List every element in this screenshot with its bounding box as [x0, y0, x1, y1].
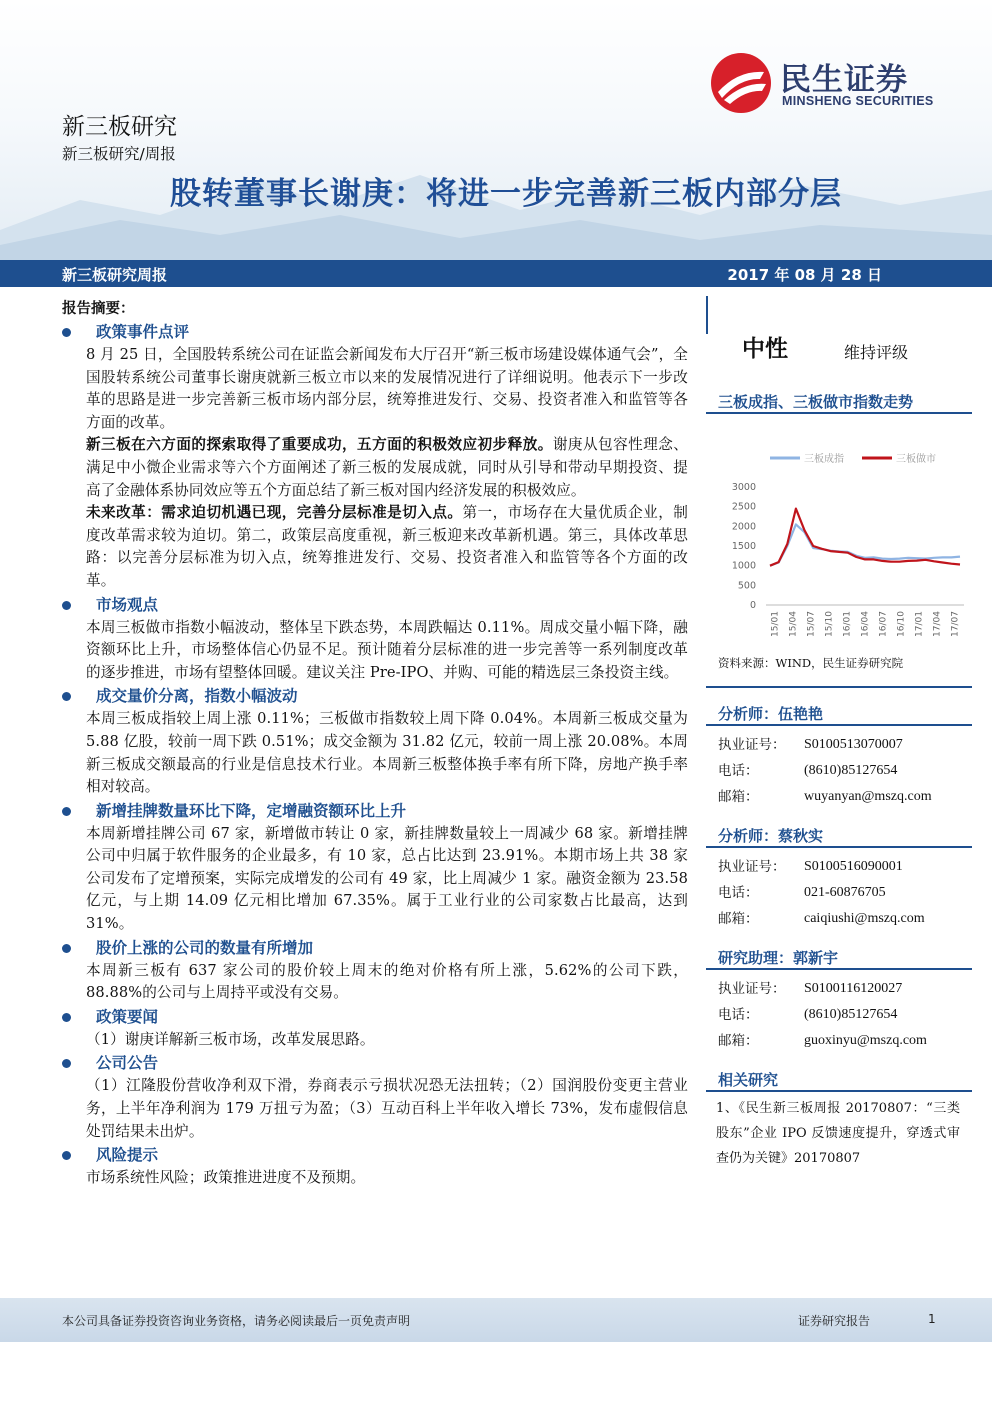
section-paragraph — [62, 1029, 688, 1052]
analyst-card — [706, 946, 972, 1054]
report-date: 2017 年 08 月 28 日 — [727, 266, 882, 284]
section-heading-text: 政策事件点评 — [96, 322, 190, 341]
report-type: 新三板研究周报 — [62, 266, 168, 284]
analyst-info-label: 邮箱： — [718, 789, 759, 805]
x-tick-label: 17/01 — [914, 611, 925, 637]
analyst-info-value: (8610)85127654 — [804, 1007, 898, 1022]
rating-box — [706, 300, 972, 390]
abstract-section — [62, 1143, 688, 1190]
analyst-info-value: S0100116120027 — [804, 981, 903, 996]
section-heading — [62, 799, 688, 823]
analyst-info-row — [706, 906, 972, 932]
abstract-section — [62, 799, 688, 936]
paragraph-text: 本周三板成指较上周上涨 0.11%；三板做市指数较上周下降 0.04%。本周新三板成交量为 5.88 亿股，较前一周下跌 0.51%；成交金额为 31.82 亿元，较前一周上涨 20.08%。本周新三板成交额最高的行业是信息技术行业。本周新三板整体换手率有所下降，房地产换手率相对较高。 — [86, 710, 688, 796]
y-tick-label: 3000 — [731, 482, 756, 493]
section-paragraph — [62, 344, 688, 434]
paragraph-text: （1）江隆股份营收净利双下滑，券商表示亏损状况恐无法扭转；（2）国润股份变更主营业务，上半年净利润为 179 万扭亏为盈；（3）互动百科上半年收入增长 73%，发布虚假信息处罚结果未出炉。 — [86, 1077, 688, 1140]
section-heading-text: 政策要闻 — [96, 1006, 159, 1026]
y-tick-label: 2000 — [731, 521, 756, 533]
sidebar-column — [706, 300, 972, 1171]
y-tick-label: 2500 — [731, 501, 756, 513]
paragraph-text: 谢庚从包容性理念、满足中小微企业需求等六个方面阐述了新三板的发展成就，同时从引导和带动早期投资、提高了金融体系协同效应等五个方面总结了新三板对国内经济发展的积极效应。 — [86, 436, 688, 499]
section-paragraph — [62, 1167, 688, 1190]
index-chart-svg — [706, 414, 972, 652]
section-paragraph — [62, 1075, 688, 1143]
analyst-info-value[interactable]: wuyanyan@mszq.com — [804, 789, 932, 804]
section-heading-text: 新增挂牌数量环比下降，定增融资额环比上升 — [96, 800, 407, 820]
related-heading: 相关研究 — [706, 1068, 972, 1092]
x-tick-label: 17/04 — [932, 611, 943, 637]
report-section: 新三板研究 — [62, 114, 177, 140]
analyst-info-row — [706, 1002, 972, 1028]
x-tick-label: 17/07 — [950, 611, 961, 637]
x-tick-label: 16/10 — [896, 611, 907, 637]
abstract-sections — [62, 320, 688, 1190]
legend-label: 三板做市 — [896, 454, 936, 465]
section-heading-text: 股价上涨的公司的数量有所增加 — [96, 937, 314, 957]
section-heading — [62, 936, 688, 960]
section-heading-text: 风险提示 — [96, 1145, 159, 1165]
analyst-card — [706, 824, 972, 932]
analyst-info-row — [706, 758, 972, 784]
x-tick-label: 15/10 — [824, 611, 835, 637]
x-tick-label: 15/04 — [788, 611, 799, 637]
analyst-info-label: 执业证号： — [718, 859, 786, 875]
section-heading — [62, 684, 688, 708]
analyst-info-value: 021-60876705 — [804, 885, 886, 900]
paragraph-text: 市场系统性风险；政策推进进度不及预期。 — [86, 1169, 366, 1187]
section-paragraph — [62, 960, 688, 1005]
section-heading — [62, 1051, 688, 1075]
analyst-info-row — [706, 854, 972, 880]
related-research-item[interactable]: 1、《民生新三板周报 20170807：“三类股东”企业 IPO 反馈速度提升，穿透式审查仍为关键》20170807 — [716, 1101, 960, 1166]
paragraph-lead: 未来改革：需求迫切机遇已现，完善分层标准是切入点。 — [86, 504, 463, 522]
paragraph-text: 8 月 25 日，全国股转系统公司在证监会新闻发布大厅召开“新三板市场建设媒体通气会”，全国股转系统公司董事长谢庚就新三板立市以来的发展情况进行了详细说明。他表示下一步改革的思路是进一步完善新三板市场内部分层，统筹推进发行、交易、投资者准入和监管等各方面的改革。 — [86, 346, 688, 431]
section-paragraph — [62, 434, 688, 502]
abstract-section — [62, 1005, 688, 1052]
x-tick-label: 15/01 — [770, 611, 781, 637]
bullet-icon — [62, 807, 71, 816]
bullet-icon — [62, 1151, 71, 1160]
analyst-info-label: 电话： — [718, 763, 759, 779]
index-chart — [706, 414, 972, 652]
rating-note: 维持评级 — [844, 343, 909, 362]
paragraph-text: 本周三板做市指数小幅波动，整体呈下跌态势，本周跌幅达 0.11%。周成交量小幅下降，融资额环比上升，市场整体信心仍显不足。预计随着分层标准的进一步完善等一系列制度改革的逐步推进，市场有望整体回暖。建议关注 Pre-IPO、并购、可能的精选层三条投资主线。 — [86, 618, 688, 681]
minsheng-logo — [710, 50, 940, 120]
analyst-info-row — [706, 1028, 972, 1054]
section-heading-text: 成交量价分离，指数小幅波动 — [96, 686, 298, 706]
abstract-section — [62, 593, 688, 685]
analyst-info-label: 执业证号： — [718, 981, 786, 997]
analyst-info-row — [706, 732, 972, 758]
abstract-section — [62, 936, 688, 1005]
section-paragraph — [62, 708, 688, 798]
section-paragraph — [62, 617, 688, 685]
analyst-info-value: S0100516090001 — [804, 859, 903, 874]
analyst-info-row — [706, 880, 972, 906]
section-paragraph — [62, 823, 688, 936]
analyst-name: 分析师：蔡秋实 — [706, 824, 972, 848]
y-tick-label: 0 — [749, 600, 756, 611]
abstract-section — [62, 684, 688, 798]
abstract-label: 报告摘要： — [62, 300, 135, 317]
bullet-icon — [62, 328, 71, 337]
analyst-info-label: 电话： — [718, 885, 759, 901]
y-tick-label: 1000 — [731, 560, 756, 572]
report-header — [0, 0, 992, 260]
section-heading — [62, 320, 688, 344]
x-tick-label: 16/07 — [878, 611, 889, 637]
section-heading — [62, 1005, 688, 1029]
report-title: 股转董事长谢庚：将进一步完善新三板内部分层 — [170, 176, 842, 212]
analyst-info-label: 电话： — [718, 1007, 759, 1023]
analyst-name: 研究助理：郭新宇 — [706, 946, 972, 970]
analyst-info-label: 执业证号： — [718, 737, 786, 753]
report-subsection: 新三板研究/周报 — [62, 145, 176, 163]
section-heading — [62, 593, 688, 617]
abstract-section — [62, 1051, 688, 1143]
analyst-info-value[interactable]: caiqiushi@mszq.com — [804, 911, 925, 926]
paragraph-text: 本周新三板有 637 家公司的股价较上周末的绝对价格有所上涨，5.62%的公司下跌，88.88%的公司与上周持平或没有交易。 — [86, 961, 688, 1002]
analyst-info-value: S0100513070007 — [804, 737, 903, 752]
bullet-icon — [62, 1013, 71, 1022]
analyst-list — [706, 702, 972, 1054]
logo-mark-icon — [710, 52, 772, 114]
paragraph-text: （1）谢庚详解新三板市场，改革发展思路。 — [86, 1030, 375, 1048]
title-bar — [0, 260, 992, 287]
paragraph-lead: 新三板在六方面的探索取得了重要成功，五方面的积极效应初步释放。 — [86, 436, 553, 454]
chart-source: 资料来源：WIND，民生证券研究院 — [706, 652, 972, 688]
analyst-info-row — [706, 784, 972, 810]
rating-value: 中性 — [742, 336, 788, 362]
paragraph-text: 本周新增挂牌公司 67 家，新增做市转让 0 家，新挂牌数量较上一周减少 68 家。新增挂牌公司中归属于软件服务的企业最多，有 10 家，总占比达到 23.91%。本期市场上共 38 家公司发布了定增预案，实际完成增发的公司有 49 家，比上周减少 1 家。融资金额为 23.58 亿元，与上期 14.09 亿元相比增加 67.35%。属于工业行业的公司家数占比最高，达到 31%。 — [86, 824, 688, 933]
y-tick-label: 500 — [737, 580, 756, 592]
analyst-info-value[interactable]: guoxinyu@mszq.com — [804, 1033, 927, 1048]
footer-disclaimer: 本公司具备证券投资咨询业务资格，请务必阅读最后一页免责声明 — [62, 1314, 411, 1328]
logo-text-en: MINSHENG SECURITIES — [782, 94, 934, 108]
analyst-card — [706, 702, 972, 810]
page-number: 1 — [928, 1312, 936, 1326]
analyst-info-row — [706, 976, 972, 1002]
section-heading-text: 市场观点 — [96, 594, 159, 614]
legend-label: 三板成指 — [804, 454, 844, 465]
x-tick-label: 15/07 — [806, 611, 817, 637]
bullet-icon — [62, 1059, 71, 1068]
analyst-info-value: (8610)85127654 — [804, 763, 898, 778]
chart-heading: 三板成指、三板做市指数走势 — [706, 390, 972, 414]
abstract-column — [62, 298, 688, 1190]
page-footer — [0, 1298, 992, 1342]
y-tick-label: 1500 — [731, 541, 756, 552]
logo-text-cn: 民生证券 — [780, 62, 908, 98]
x-tick-label: 16/04 — [860, 611, 871, 637]
analyst-info-label: 邮箱： — [718, 911, 759, 927]
bullet-icon — [62, 944, 71, 953]
section-paragraph — [62, 502, 688, 592]
section-heading-text: 公司公告 — [96, 1053, 159, 1073]
bullet-icon — [62, 692, 71, 701]
x-tick-label: 16/01 — [842, 611, 853, 637]
analyst-name: 分析师：伍艳艳 — [706, 702, 972, 726]
footer-report-type: 证券研究报告 — [798, 1314, 871, 1328]
bullet-icon — [62, 601, 71, 610]
analyst-info-label: 邮箱： — [718, 1033, 759, 1049]
section-heading — [62, 1143, 688, 1167]
paragraph-text: 第一，市场存在大量优质企业，制度改革需求较为迫切。第二，政策层高度重视，新三板迎来改革新机遇。第三，具体改革思路：以完善分层标准为切入点，统筹推进发行、交易、投资者准入和监管等各个方面的改革。 — [86, 504, 688, 589]
abstract-section — [62, 320, 688, 593]
